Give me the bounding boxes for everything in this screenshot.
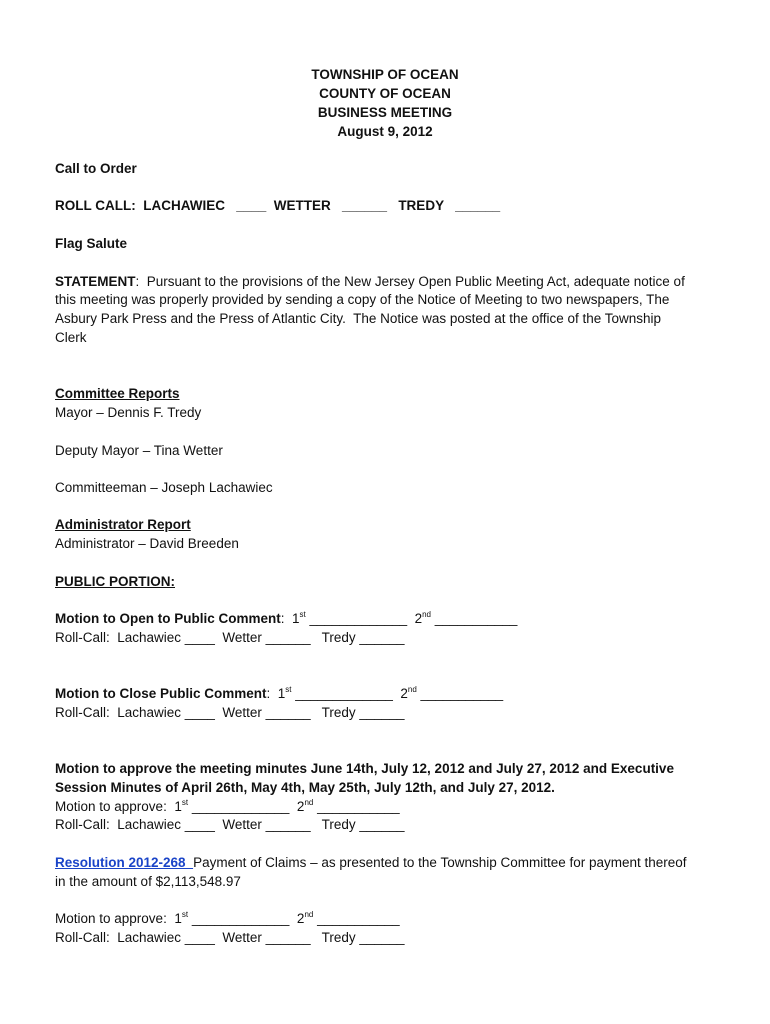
minutes-title-line-2: Session Minutes of April 26th, May 4th, May 25th, July 12th, and July 27, 2012. [55, 780, 555, 795]
statement-label: STATEMENT [55, 274, 136, 289]
committee-reports-heading: Committee Reports [55, 386, 180, 401]
administrator-name: Administrator – David Breeden [55, 536, 239, 551]
motion-open-rollcall: Roll-Call: Lachawiec ____ Wetter ______ Tredy ______ [55, 630, 405, 645]
minutes-approve-line: Motion to approve: 1st _____________ 2nd ___________ [55, 798, 400, 814]
statement-line-1: STATEMENT: Pursuant to the provisions of the New Jersey Open Public Meeting Act, adequate notice of [55, 274, 685, 289]
committee-mayor: Mayor – Dennis F. Tredy [55, 405, 202, 420]
resolution-approve-line: Motion to approve: 1st _____________ 2nd ___________ [55, 910, 400, 926]
header-date: August 9, 2012 [337, 124, 433, 139]
header-county: COUNTY OF OCEAN [319, 86, 451, 101]
statement-line-3: Asbury Park Press and the Press of Atlantic City. The Notice was posted at the office of the Township [55, 311, 662, 326]
minutes-title-line-1: Motion to approve the meeting minutes June 14th, July 12, 2012 and July 27, 2012 and Executive [55, 761, 674, 776]
resolution-line-2: in the amount of $2,113,548.97 [55, 874, 241, 889]
administrator-report-heading: Administrator Report [55, 517, 191, 532]
committee-deputy-mayor: Deputy Mayor – Tina Wetter [55, 443, 223, 458]
motion-open-line: Motion to Open to Public Comment: 1st _____________ 2nd ___________ [55, 610, 518, 626]
committee-committeeman: Committeeman – Joseph Lachawiec [55, 480, 273, 495]
call-to-order: Call to Order [55, 161, 137, 176]
minutes-rollcall: Roll-Call: Lachawiec ____ Wetter ______ Tredy ______ [55, 817, 405, 832]
resolution-rollcall: Roll-Call: Lachawiec ____ Wetter ______ Tredy ______ [55, 930, 405, 945]
public-portion-heading: PUBLIC PORTION: [55, 574, 175, 589]
header-township: TOWNSHIP OF OCEAN [311, 67, 459, 82]
resolution-link[interactable]: Resolution 2012-268 [55, 855, 194, 870]
motion-close-rollcall: Roll-Call: Lachawiec ____ Wetter ______ Tredy ______ [55, 705, 405, 720]
statement-line-2: this meeting was properly provided by sending a copy of the Notice of Meeting to two newspapers, The [55, 292, 670, 307]
flag-salute: Flag Salute [55, 236, 128, 251]
roll-call-line: ROLL CALL: LACHAWIEC ____ WETTER ______ TREDY ______ [55, 198, 501, 213]
header-meeting-type: BUSINESS MEETING [317, 105, 453, 120]
resolution-line-1: Resolution 2012-268 Payment of Claims – as presented to the Township Committee for payment thereof [55, 855, 687, 870]
statement-line-4: Clerk [55, 330, 87, 345]
motion-close-line: Motion to Close Public Comment: 1st _____________ 2nd ___________ [55, 685, 504, 701]
